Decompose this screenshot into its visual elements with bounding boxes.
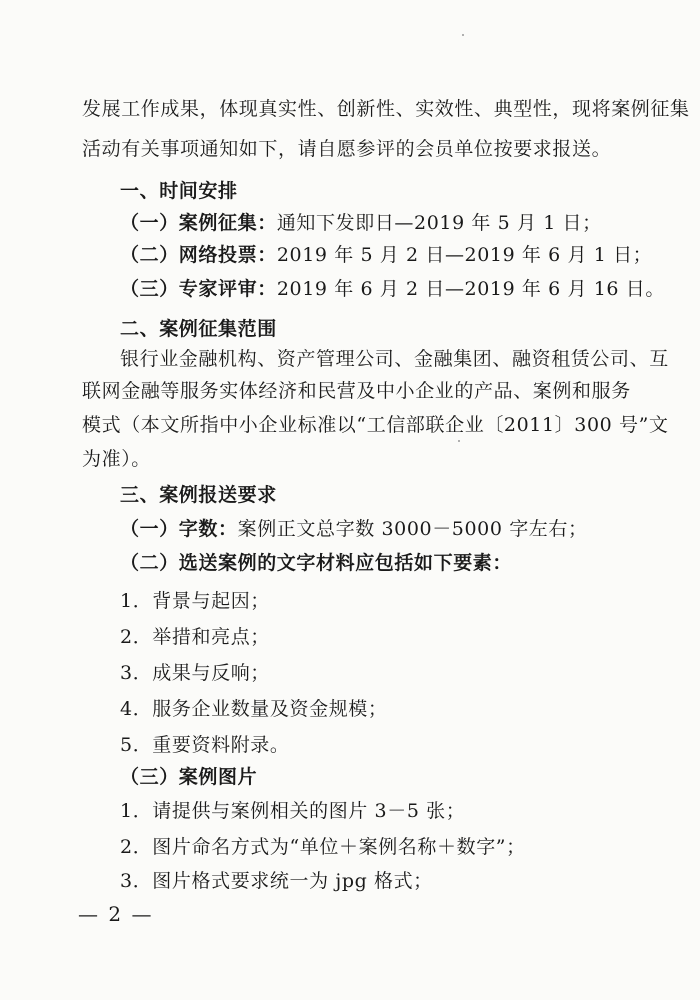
item-label: （二）网络投票： [120, 244, 277, 266]
item-label: （一）字数： [120, 518, 238, 540]
item-label: （三）专家评审： [120, 278, 277, 300]
schedule-item-2 [120, 242, 660, 268]
scan-speck [462, 34, 464, 36]
item-value: 2019 年 6 月 2 日—2019 年 6 月 16 日。 [276, 278, 665, 300]
item-value: 通知下发即日—2019 年 5 月 1 日； [276, 212, 602, 234]
list-item: 2．举措和亮点； [120, 626, 270, 648]
list-item: 1．请提供与案例相关的图片 3－5 张； [120, 800, 466, 822]
list-item: 3．图片格式要求统一为 jpg 格式； [120, 870, 433, 892]
item-value: 2019 年 5 月 2 日—2019 年 6 月 1 日； [276, 244, 653, 266]
page-number: — 2 — [78, 902, 154, 926]
list-item: 2．图片命名方式为“单位＋案例名称＋数字”； [120, 836, 526, 858]
list-item: 5．重要资料附录。 [120, 734, 290, 756]
requirement-item-3: （三）案例图片 [120, 766, 258, 788]
body-text-line: 发展工作成果，体现真实性、创新性、实效性、典型性，现将案例征集 [82, 98, 690, 120]
schedule-item-1 [120, 210, 660, 236]
section-heading-scope: 二、案例征集范围 [120, 318, 277, 340]
body-text-line: 为准）。 [82, 448, 151, 470]
body-text-line: 银行业金融机构、资产管理公司、金融集团、融资租赁公司、互 [120, 348, 669, 370]
body-text-line: 联网金融等服务实体经济和民营及中小企业的产品、案例和服务 [82, 380, 631, 402]
schedule-item-3 [120, 276, 665, 302]
section-heading-requirements: 三、案例报送要求 [120, 484, 277, 506]
list-item: 1．背景与起因； [120, 590, 270, 612]
scan-speck [458, 440, 460, 442]
requirement-item-1 [120, 516, 660, 542]
item-value: 案例正文总字数 3000－5000 字左右； [237, 518, 588, 540]
section-heading-schedule: 一、时间安排 [120, 180, 238, 202]
requirement-item-2: （二）选送案例的文字材料应包括如下要素： [120, 552, 513, 574]
body-text-line: 模式（本文所指中小企业标准以“工信部联企业〔2011〕300 号”文 [82, 414, 669, 436]
list-item: 3．成果与反响； [120, 662, 270, 684]
item-label: （一）案例征集： [120, 212, 277, 234]
body-text-line: 活动有关事项通知如下，请自愿参评的会员单位按要求报送。 [82, 138, 612, 160]
list-item: 4．服务企业数量及资金规模； [120, 698, 388, 720]
